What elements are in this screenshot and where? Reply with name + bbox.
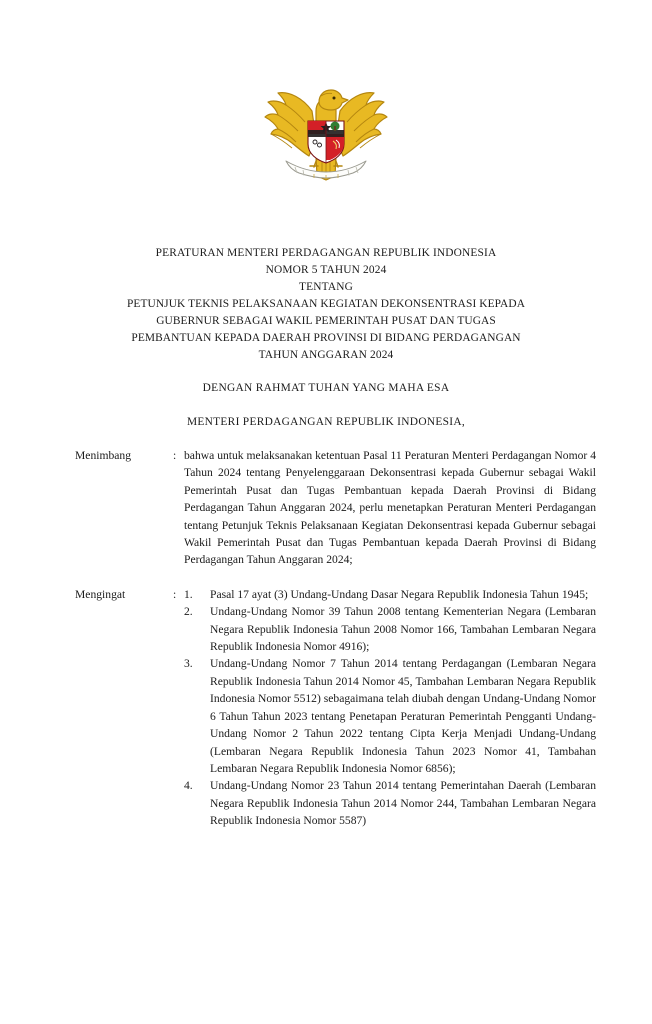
list-item-number: 2. [184, 605, 193, 619]
page-title [0, 245, 652, 431]
list-item-number: 3. [184, 657, 193, 671]
list-item-text: Undang-Undang Nomor 39 Tahun 2008 tentang Kementerian Negara (Lembaran Negara Republik Indonesia Tahun 2008 Nomor 166, Tambahan Lembaran Negara Republik Indonesia Nomor 4916); [210, 605, 596, 654]
title-spacer-1 [0, 364, 652, 380]
title-line-subject-2: GUBERNUR SEBAGAI WAKIL PEMERINTAH PUSAT DAN TUGAS [156, 315, 496, 327]
garuda-pancasila-emblem [260, 78, 392, 182]
clause-menimbang-colon: : [173, 449, 177, 462]
title-line-subject-3: PEMBANTUAN KEPADA DAERAH PROVINSI DI BIDANG PERDAGANGAN [131, 332, 521, 344]
clause-menimbang [0, 447, 652, 569]
title-spacer-2 [0, 397, 652, 414]
clause-mengingat-list [184, 586, 596, 830]
clause-menimbang-label: Menimbang [75, 449, 132, 462]
title-line-fiscal-year: TAHUN ANGGARAN 2024 [258, 349, 394, 361]
clause-mengingat-label: Mengingat [75, 587, 126, 601]
list-item-text: Undang-Undang Nomor 23 Tahun 2014 tentang Pemerintahan Daerah (Lembaran Negara Republik Indonesia Tahun 2014 Nomor 244, Tambahan Lembaran Negara Republik Indonesia Nomor 5587) [210, 779, 596, 828]
title-line-regulation: PERATURAN MENTERI PERDAGANGAN REPUBLIK INDONESIA [155, 247, 497, 259]
emblem-container [0, 78, 652, 182]
list-item [184, 655, 596, 777]
blessing-line: DENGAN RAHMAT TUHAN YANG MAHA ESA [202, 382, 450, 394]
legal-basis-list [184, 586, 596, 830]
list-item-number: 1. [184, 587, 193, 601]
clauses-container [0, 447, 652, 830]
title-line-tentang: TENTANG [299, 281, 353, 293]
list-item-number: 4. [184, 779, 193, 793]
clause-mengingat [0, 586, 652, 830]
list-item-text: Pasal 17 ayat (3) Undang-Undang Dasar Negara Republik Indonesia Tahun 1945; [210, 587, 589, 601]
list-item [184, 586, 596, 603]
list-item [184, 777, 596, 829]
clause-menimbang-text: bahwa untuk melaksanakan ketentuan Pasal 11 Peraturan Menteri Perdagangan Nomor 4 Tahun 2024 tentang Penyelenggaraan Dekonsentrasi kepada Gubernur sebagai Wakil Pemerintah Pusat dan Tugas Pembantuan kepada Daerah Provinsi di Bidang Perdagangan Tahun Anggaran 2024, perlu menetapkan Peraturan Menteri Perdagangan tentang Petunjuk Teknis Pelaksanaan Kegiatan Dekonsentrasi kepada Gubernur sebagai Wakil Pemerintah Pusat dan Tugas Pembantuan kepada Daerah Provinsi di Bidang Perdagangan Tahun Anggaran 2024; [184, 449, 596, 567]
title-line-subject-1: PETUNJUK TEKNIS PELAKSANAAN KEGIATAN DEKONSENTRASI KEPADA [126, 298, 526, 310]
title-line-number: NOMOR 5 TAHUN 2024 [265, 264, 387, 276]
list-item-text: Undang-Undang Nomor 7 Tahun 2014 tentang Perdagangan (Lembaran Negara Republik Indonesia Tahun 2014 Nomor 45, Tambahan Lembaran Negara Republik Indonesia Nomor 5512) sebagaimana telah diubah dengan Undang-Undang Nomor 6 Tahun Tahun 2023 tentang Penetapan Peraturan Pemerintah Pengganti Undang-Undang Nomor 2 Tahun 2022 tentang Cipta Kerja Menjadi Undang-Undang (Lembaran Negara Republik Indonesia Tahun 2023 Nomor 41, Tambahan Lembaran Negara Republik Indonesia Nomor 6856); [210, 657, 596, 775]
issuer-line: MENTERI PERDAGANGAN REPUBLIK INDONESIA, [186, 416, 466, 428]
list-item [184, 603, 596, 655]
clause-mengingat-colon: : [173, 587, 177, 601]
